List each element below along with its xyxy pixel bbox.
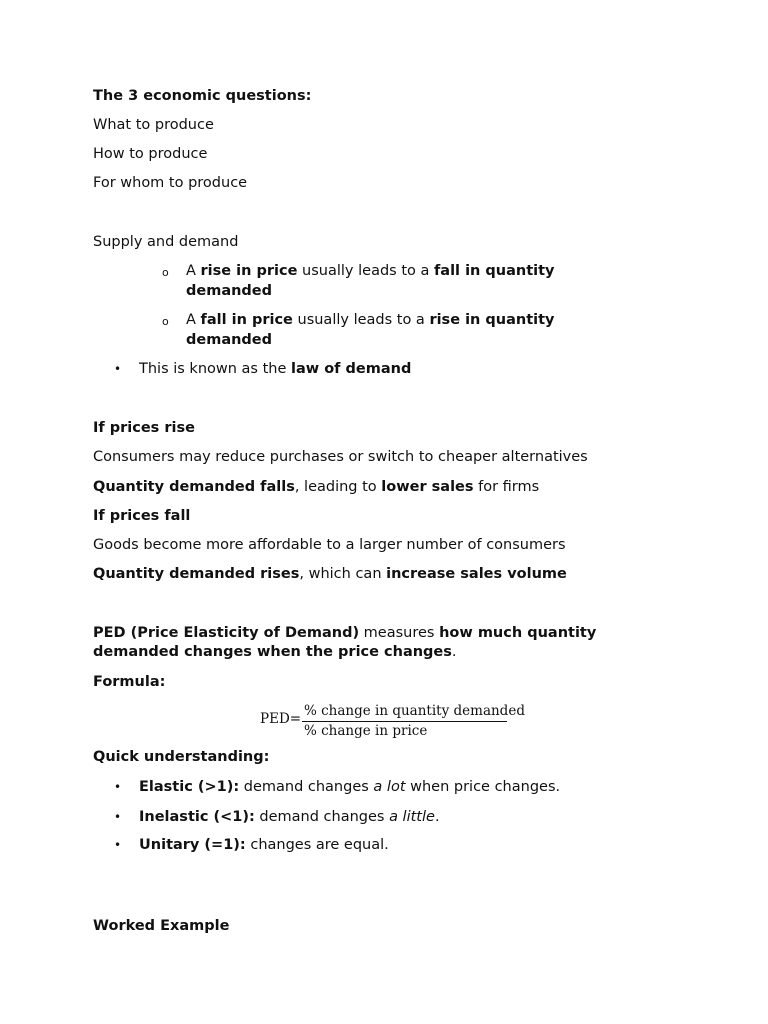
- text: demand changes: [239, 779, 374, 795]
- text: A: [186, 312, 201, 328]
- prices-fall-heading: If prices fall: [93, 508, 191, 524]
- quick-heading: Quick understanding:: [93, 749, 270, 765]
- text: for firms: [473, 479, 540, 495]
- bullet-marker: •: [114, 362, 122, 376]
- text: demand changes: [254, 809, 390, 825]
- fall-in-price: fall in price: [200, 312, 293, 328]
- text: a little: [389, 809, 435, 825]
- prices-rise-line1: Consumers may reduce purchases or switch to cheaper alternatives: [93, 449, 588, 465]
- text: , leading to: [294, 479, 382, 495]
- sub-item-1-line1: [186, 262, 555, 281]
- supply-demand-heading: Supply and demand: [93, 234, 239, 250]
- elastic-item: [139, 778, 560, 797]
- law-of-demand: law of demand: [291, 361, 412, 377]
- rise-in-quantity: rise in quantity: [429, 312, 555, 328]
- worked-example-heading: Worked Example: [93, 918, 230, 934]
- text: usually leads to a: [297, 263, 434, 279]
- rise-in-price: rise in price: [200, 263, 298, 279]
- text: lower sales: [381, 479, 474, 495]
- sub-bullet-marker: o: [162, 266, 169, 279]
- ped-line1: [93, 624, 596, 643]
- question-item-2: How to produce: [93, 146, 208, 162]
- formula-numerator: % change in quantity demanded: [304, 703, 525, 719]
- text: .: [451, 644, 457, 660]
- text: increase sales volume: [386, 566, 567, 582]
- question-item-3: For whom to produce: [93, 175, 248, 191]
- formula-fraction: [302, 703, 525, 740]
- prices-rise-line2: [93, 478, 539, 497]
- fraction-bar: [302, 721, 507, 722]
- text: a lot: [373, 779, 406, 795]
- text: Elastic (>1):: [139, 779, 240, 795]
- text: demanded changes when the price changes: [93, 644, 452, 660]
- text: This is known as the: [139, 361, 292, 377]
- text: measures: [359, 625, 440, 641]
- text: how much quantity: [439, 625, 597, 641]
- text: Inelastic (<1):: [139, 809, 255, 825]
- prices-rise-heading: If prices rise: [93, 420, 195, 436]
- formula-denominator: % change in price: [304, 723, 428, 739]
- prices-fall-line2: [93, 565, 567, 584]
- text: , which can: [299, 566, 387, 582]
- prices-fall-line1: Goods become more affordable to a larger number of consumers: [93, 537, 566, 553]
- formula-lhs: PED=: [260, 711, 302, 727]
- text: usually leads to a: [292, 312, 430, 328]
- text: Unitary (=1):: [139, 837, 246, 853]
- text: Quantity demanded rises: [93, 566, 300, 582]
- text: when price changes.: [405, 779, 561, 795]
- sub-item-2-line2: demanded: [186, 332, 273, 348]
- sub-item-2-line1: [186, 311, 555, 330]
- text: Quantity demanded falls: [93, 479, 295, 495]
- fall-in-quantity: fall in quantity: [433, 263, 555, 279]
- question-item-1: What to produce: [93, 117, 214, 133]
- law-of-demand-line: [139, 360, 411, 379]
- text: .: [434, 809, 440, 825]
- inelastic-item: [139, 808, 440, 827]
- bullet-marker: •: [114, 780, 122, 794]
- unitary-item: [139, 836, 389, 855]
- text: changes are equal.: [245, 837, 389, 853]
- sub-item-1-line2: demanded: [186, 283, 273, 299]
- bullet-marker: •: [114, 838, 122, 852]
- bullet-marker: •: [114, 810, 122, 824]
- sub-bullet-marker: o: [162, 315, 169, 328]
- ped-line2: [93, 643, 457, 662]
- text: A: [186, 263, 201, 279]
- questions-heading: The 3 economic questions:: [93, 88, 312, 104]
- text: PED (Price Elasticity of Demand): [93, 625, 360, 641]
- formula-label: Formula:: [93, 674, 166, 690]
